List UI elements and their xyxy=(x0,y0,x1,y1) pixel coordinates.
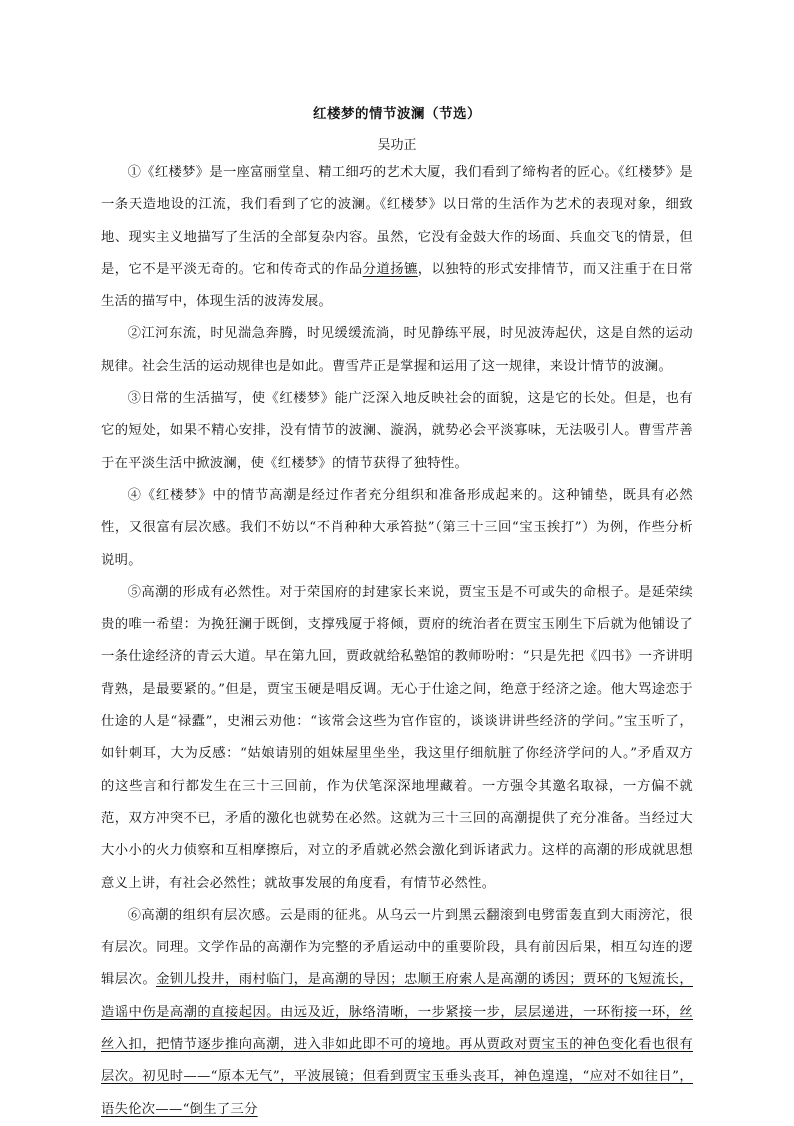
paragraph-2-text: ②江河东流，时见湍急奔腾，时见缓缓流淌，时见静练平展，时见波涛起伏，这是自然的运动规律。社会生活的运动规律也是如此。曹雪芹正是掌握和运用了这一规律，来设计情节的波澜。 xyxy=(101,326,693,374)
article-body xyxy=(101,157,693,1126)
paragraph-1-text: ①《红楼梦》是一座富丽堂皇、精工细巧的艺术大厦，我们看到了缔构者的匠心。《红楼梦》是一条天造地设的江流，我们看到了它的波澜。《红楼梦》以日常的生活作为艺术的表现对象，细致地、现实主义地描写了生活的全部复杂内容。虽然，它没有金鼓大作的场面、兵血交飞的情景，但是，它不是平淡无奇的。它和传奇式的作品 xyxy=(101,165,693,277)
paragraph-1 xyxy=(101,157,693,318)
paragraph-4 xyxy=(101,480,693,577)
underlined-idiom: 分道扬镳 xyxy=(362,261,418,277)
paragraph-1-text-end: ，以独特的形式安排情节，而又注重于在日常生活的描写中，体现生活的波涛发展。 xyxy=(101,261,694,310)
paragraph-5 xyxy=(101,577,693,900)
article-title: 红楼梦的情节波澜（节选） xyxy=(313,106,481,122)
underlined-passage: 金钏儿投井，雨村临门，是高潮的导因；忠顺王府索人是高潮的诱因；贾环的飞短流长，造谣中伤是高潮的直接起因。由远及近，脉络清晰，一步紧接一步，层层递进，一环衔接一环，丝丝入扣，把情节逐步推向高潮，进入非如此即不可的境地。再从贾政对贾宝玉的神色变化看也很有层次。初见时——“原本无气”，平波展镜；但看到贾宝玉垂头丧耳，神色遑遑，“应对不如往日”，语失伦次——“倒生了三分 xyxy=(101,972,694,1117)
paragraph-6-text: ⑥高潮的组织有层次感。云是雨的征兆。从乌云一片到黑云翻滚到电劈雷轰直到大雨滂沱，很有层次。同理。文学作品的高潮作为完整的矛盾运动中的重要阶段，具有前因后果，相互勾连的逻辑层次。 xyxy=(101,907,693,988)
paragraph-3-text: ③日常的生活描写，使《红楼梦》能广泛深入地反映社会的面貌，这是它的长处。但是，也有它的短处，如果不精心安排，没有情节的波澜、漩涡，就势必会平淡寡味，无法吸引人。曹雪芹善于在平淡生活中掀波澜，使《红楼梦》的情节获得了独特性。 xyxy=(101,391,693,471)
paragraph-6 xyxy=(101,900,693,1126)
paragraph-2 xyxy=(101,318,693,383)
paragraph-5-text: ⑤高潮的形成有必然性。对于荣国府的封建家长来说，贾宝玉是不可或失的命根子。是延荣续贵的唯一希望：为挽狂澜于既倒，支撑残厦于将倾，贾府的统治者在贾宝玉刚生下后就为他铺设了一条仕途经济的青云大道。早在第九回，贾政就给私塾馆的教师吩咐：“只是先把《四书》一齐讲明背熟，是最要紧的。”但是，贾宝玉硬是唱反调。无心于仕途之间，绝意于经济之途。他大骂途恋于仕途的人是“禄蠹”，史湘云劝他：“该常会这些为官作宦的，谈谈讲讲些经济的学问。”宝玉听了，如针刺耳，大为反感：“姑娘请别的姐妹屋里坐坐，我这里仔细航脏了你经济学问的人。”矛盾双方的这些言和行都发生在三十三回前，作为伏笔深深地埋藏着。一方强令其邀名取禄，一方偏不就范，双方冲突不已，矛盾的激化也就势在必然。这就为三十三回的高潮提供了充分准备。当经过大大小小的火力侦察和互相摩擦后，对立的矛盾就必然会激化到诉诸武力。这样的高潮的形成就思想意义上讲，有社会必然性；就故事发展的角度看，有情节必然性。 xyxy=(101,584,693,891)
paragraph-4-text: ④《红楼梦》中的情节高潮是经过作者充分组织和准备形成起来的。这种铺垫，既具有必然性，又很富有层次感。我们不妨以“不肖种种大承笞挞”（第三十三回“宝玉挨打”）为例，作些分析说明。 xyxy=(101,487,693,568)
article-author: 吴功正 xyxy=(377,138,417,153)
paragraph-3 xyxy=(101,383,693,480)
